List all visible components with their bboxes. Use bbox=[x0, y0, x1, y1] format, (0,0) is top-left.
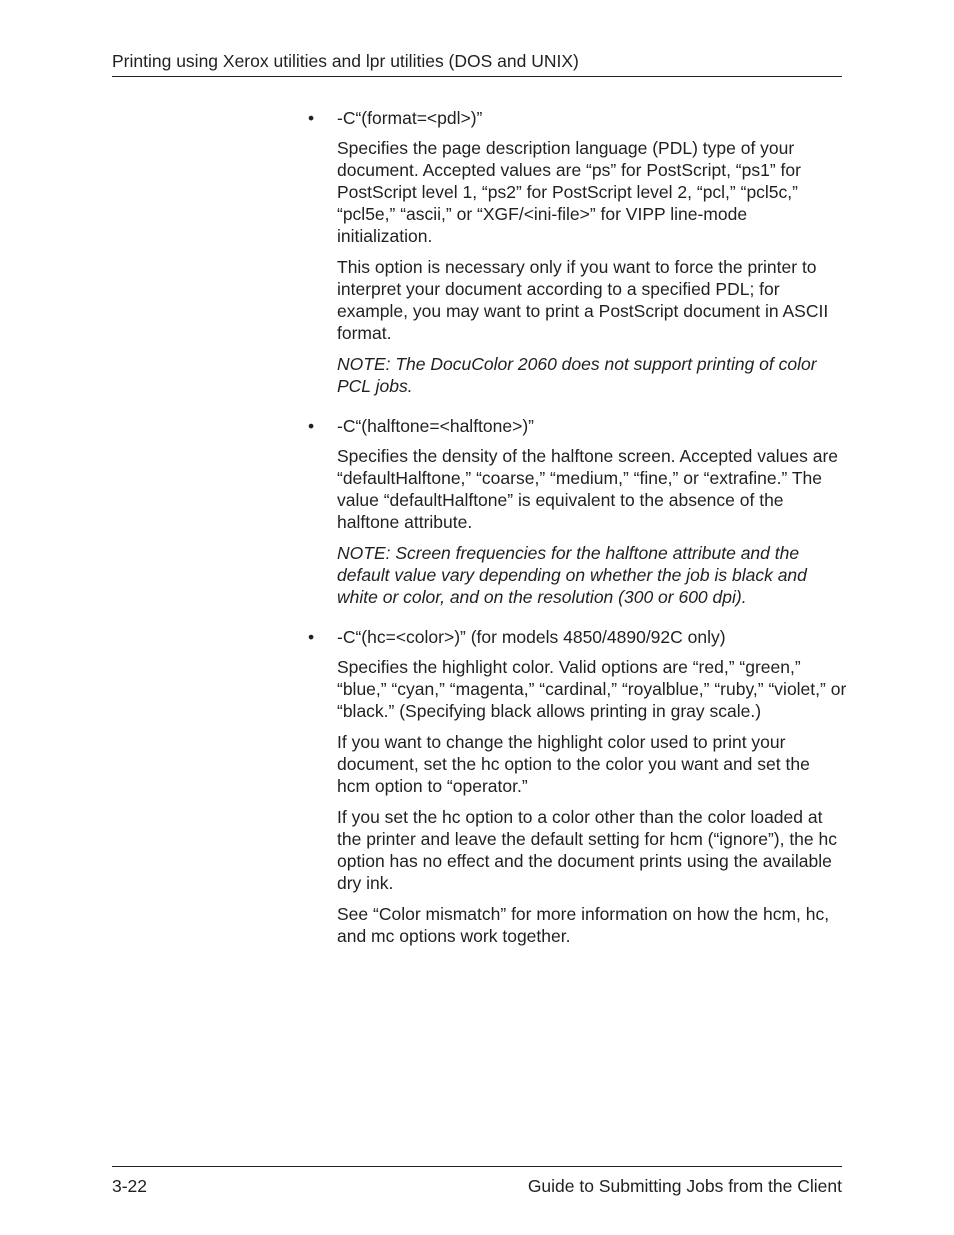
bullet-icon: • bbox=[308, 627, 315, 647]
option-description: Specifies the page description language (PDL) type of your document. Accepted values are “ps” for PostScript, “ps1” for PostScript level 1, “ps2” for PostScript level 2, “pcl,” “pcl5c,” “pcl5e,” “ascii,” or “XGF/<ini-file>” for VIPP line-mode initialization. bbox=[337, 138, 801, 246]
option-section-halftone bbox=[308, 415, 847, 608]
option-syntax: -C“(format=<pdl>)” bbox=[337, 108, 483, 128]
option-syntax: -C“(hc=<color>)” (for models 4850/4890/92C only) bbox=[337, 627, 726, 647]
option-description: See “Color mismatch” for more information on how the hcm, hc, and mc options work together. bbox=[337, 904, 830, 946]
option-heading bbox=[308, 415, 847, 437]
page-body bbox=[308, 107, 847, 965]
page-number: 3-22 bbox=[112, 1176, 148, 1196]
footer-guide-title: Guide to Submitting Jobs from the Client bbox=[527, 1176, 842, 1196]
running-header-title: Printing using Xerox utilities and lpr utilities (DOS and UNIX) bbox=[112, 51, 579, 71]
footer-divider bbox=[112, 1166, 842, 1167]
bullet-icon: • bbox=[308, 108, 315, 128]
note-text: NOTE: Screen frequencies for the halftone attribute and the default value vary depending on whether the job is black and white or color, and on the resolution (300 or 600 dpi). bbox=[337, 543, 807, 607]
option-description: This option is necessary only if you want to force the printer to interpret your document according to a specified PDL; for example, you may want to print a PostScript document in ASCII format. bbox=[337, 257, 829, 343]
option-section-hc bbox=[308, 626, 847, 947]
option-section-format bbox=[308, 107, 847, 397]
option-description: Specifies the density of the halftone screen. Accepted values are “defaultHalftone,” “coarse,” “medium,” “fine,” or “extrafine.” The value “defaultHalftone” is equivalent to the absence of the halftone attribute. bbox=[337, 446, 839, 532]
note-text: NOTE: The DocuColor 2060 does not support printing of color PCL jobs. bbox=[337, 354, 817, 396]
option-heading bbox=[308, 107, 847, 129]
option-heading bbox=[308, 626, 847, 648]
option-description: If you want to change the highlight color used to print your document, set the hc option to the color you want and set the hcm option to “operator.” bbox=[337, 732, 810, 796]
option-description: If you set the hc option to a color other than the color loaded at the printer and leave the default setting for hcm (“ignore”), the hc option has no effect and the document prints using the available dry ink. bbox=[337, 807, 837, 893]
header-divider bbox=[112, 76, 842, 77]
option-description: Specifies the highlight color. Valid options are “red,” “green,” “blue,” “cyan,” “magenta,” “cardinal,” “royalblue,” “ruby,” “violet,” or “black.” (Specifying black allows printing in gray scale.) bbox=[337, 657, 847, 721]
option-syntax: -C“(halftone=<halftone>)” bbox=[337, 416, 534, 436]
bullet-icon: • bbox=[308, 416, 315, 436]
